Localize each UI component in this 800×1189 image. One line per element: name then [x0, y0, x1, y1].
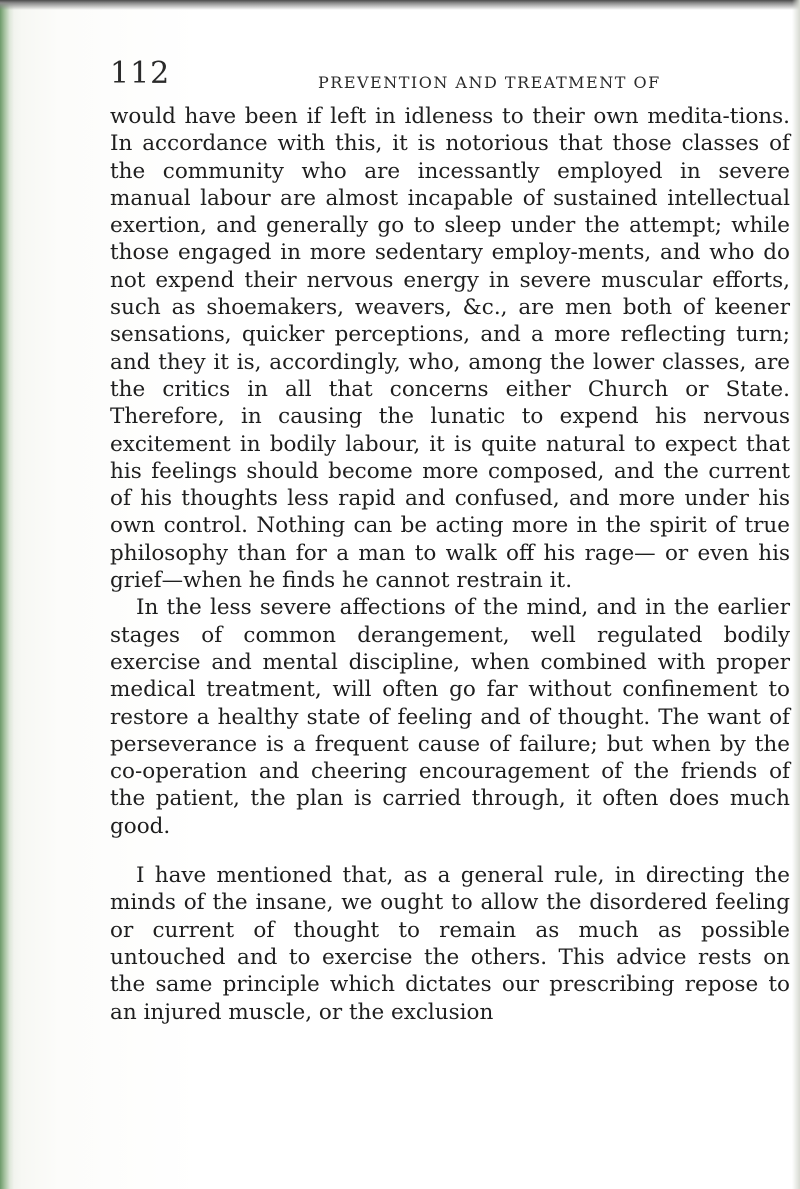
paragraph-1: would have been if left in idleness to their own medita-tions. In accordance with this, it is notorious that those classes of the community who are incessantly employed in severe manual labour are almost incapable of sustained intellectual exertion, and generally go to sleep under the attempt; while those engaged in more sedentary employ-ments, and who do not expend their nervous energy in severe muscular efforts, such as shoemakers, weavers, &c., are men both of keener sensations, quicker perceptions, and a more reflecting turn; and they it is, accordingly, who, among the lower classes, are the critics in all that concerns either Church or State. Therefore, in causing the lunatic to expend his nervous excitement in bodily labour, it is quite natural to expect that his feelings should become more composed, and the current of his thoughts less rapid and confused, and more under his own control. Nothing can be acting more in the spirit of true philosophy than for a man to walk off his rage— or even his grief—when he finds he cannot restrain it. — [110, 104, 790, 594]
page-header — [0, 56, 800, 96]
body-text — [110, 103, 790, 1026]
page-number: 112 — [110, 56, 171, 91]
page-right-edge — [792, 0, 800, 1189]
paragraph-3: I have mentioned that, as a general rule, in directing the minds of the insane, we ought to allow the disordered feeling or current of thought to remain as much as possible untouched and to exercise the others. This advice rests on the same principle which dictates our prescribing repose to an injured muscle, or the exclusion — [110, 863, 790, 1025]
paragraph-2: In the less severe affections of the mind, and in the earlier stages of common derangement, well regulated bodily exercise and mental discipline, when combined with proper medical treatment, will often go far without confinement to restore a healthy state of feeling and of thought. The want of perseverance is a frequent cause of failure; but when by the co-operation and cheering encouragement of the friends of the patient, the plan is carried through, it often does much good. — [110, 595, 790, 839]
page-top-edge — [0, 0, 800, 10]
running-head: PREVENTION AND TREATMENT OF — [318, 73, 661, 92]
paragraph-spacer — [110, 840, 790, 862]
binding-edge — [0, 0, 14, 1189]
